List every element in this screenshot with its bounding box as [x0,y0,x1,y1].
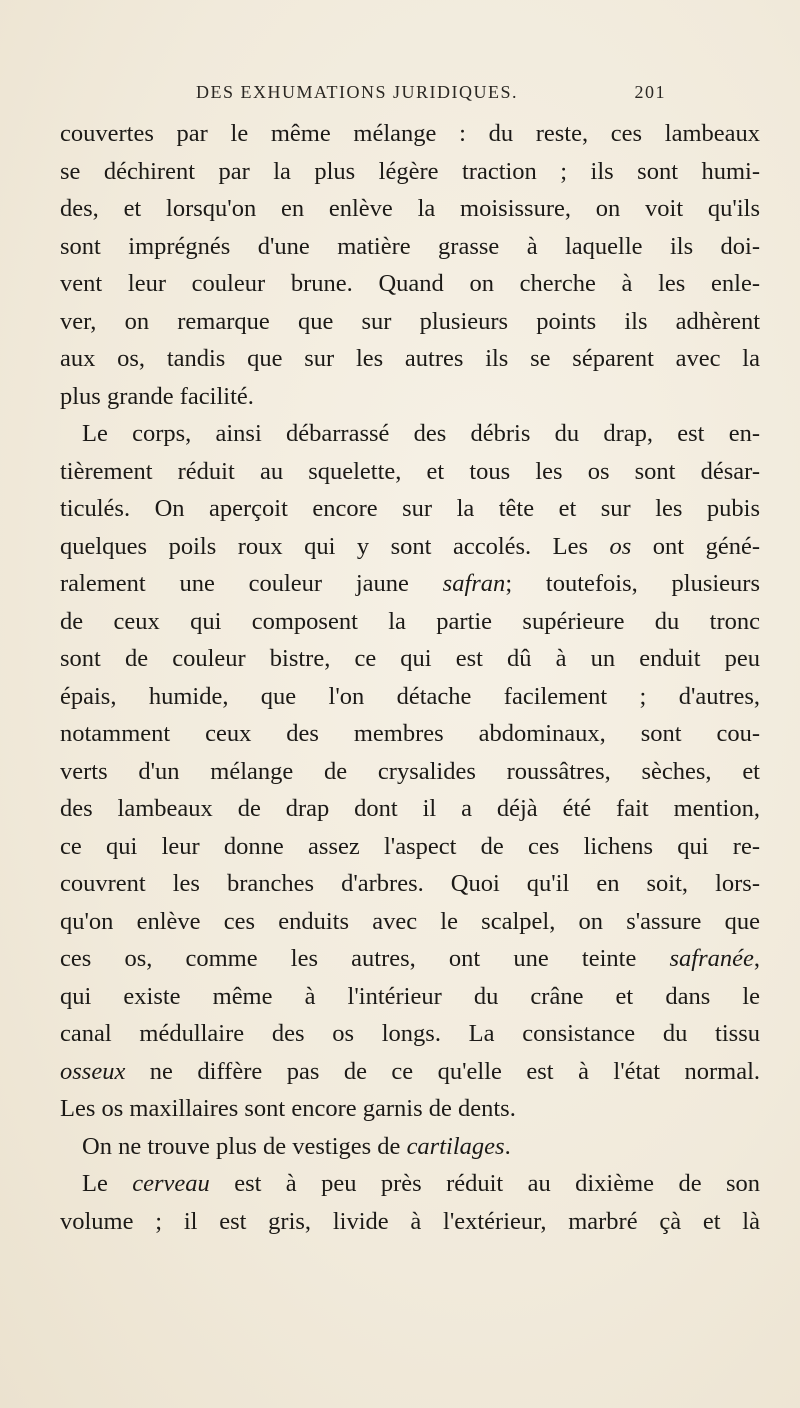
text-segment: qu'on enlève ces enduits avec le scalpel, on s'assure que [60,907,760,935]
text-segment: Le corps, ainsi débarrassé des débris du drap, est en- [82,420,760,447]
text-line [60,153,760,191]
italic-term: osseux [60,1057,126,1085]
text-segment: canal médullaire des os longs. La consistance du tissu [60,1020,760,1047]
text-line [60,640,760,678]
text-line [60,303,760,341]
page-number: 201 [634,82,666,102]
text-line [60,415,760,453]
text-segment: ver, on remarque que sur plusieurs points ils adhèrent [60,307,760,335]
text-line [60,903,760,941]
text-segment: On ne trouve plus de vestiges de [82,1132,407,1160]
text-line [60,603,760,641]
text-segment: , [753,945,760,972]
text-segment: est à peu près réduit au dixième de son [209,1170,760,1197]
text-segment: tièrement réduit au squelette, et tous les os sont désar- [60,457,760,485]
body-text [60,115,760,1240]
text-segment: ont géné- [631,532,760,560]
text-line [60,228,760,266]
text-line [60,753,760,791]
italic-term: safran [442,570,506,597]
text-line [60,378,760,416]
text-line [60,115,760,153]
italic-term: cerveau [132,1170,210,1197]
text-line [60,678,760,716]
running-head-title: DES EXHUMATIONS JURIDIQUES. [196,82,519,102]
text-line [60,1053,760,1091]
text-line [60,828,760,866]
text-segment: quelques poils roux qui y sont accolés. Les [60,532,610,560]
text-line [60,340,760,378]
text-line [60,790,760,828]
text-line [60,1165,760,1203]
text-line [60,865,760,903]
text-line [60,978,760,1016]
text-segment: de ceux qui composent la partie supérieure du tronc [60,607,760,635]
text-line [60,565,760,603]
text-segment: qui existe même à l'intérieur du crâne et dans le [60,982,760,1010]
text-segment: aux os, tandis que sur les autres ils se séparent avec la [60,345,760,372]
text-segment: . [504,1132,511,1160]
text-segment: sont imprégnés d'une matière grasse à laquelle ils doi- [60,232,760,260]
italic-term: safranée [669,945,754,972]
text-line [60,715,760,753]
text-segment: ralement une couleur jaune [60,570,443,597]
text-line [60,265,760,303]
text-segment: verts d'un mélange de crysalides roussâtres, sèches, et [60,757,760,785]
text-segment: Les os maxillaires sont encore garnis de dents. [60,1095,516,1122]
text-segment: sont de couleur bistre, ce qui est dû à un enduit peu [60,645,760,672]
text-segment: couvertes par le même mélange : du reste, ces lambeaux [60,120,760,147]
italic-term: os [609,532,632,560]
text-segment: volume ; il est gris, livide à l'extérieur, marbré çà et là [60,1207,760,1235]
text-line [60,1203,760,1241]
text-line [60,453,760,491]
text-segment: notamment ceux des membres abdominaux, sont cou- [60,720,760,747]
italic-term: cartilages [406,1132,505,1160]
text-segment: vent leur couleur brune. Quand on cherche à les enle- [60,270,760,297]
text-segment: des lambeaux de drap dont il a déjà été fait mention, [60,795,760,822]
text-line [60,1090,760,1128]
text-segment: des, et lorsqu'on en enlève la moisissure, on voit qu'ils [60,195,760,222]
text-segment: épais, humide, que l'on détache facilement ; d'autres, [60,682,760,710]
text-segment: ce qui leur donne assez l'aspect de ces lichens qui re- [60,832,760,860]
text-line [60,190,760,228]
text-line [60,940,760,978]
text-line [60,1015,760,1053]
text-segment: plus grande facilité. [60,382,254,410]
text-segment: ne diffère pas de ce qu'elle est à l'état normal. [125,1057,760,1085]
text-segment: Le [82,1170,133,1197]
text-segment: ces os, comme les autres, ont une teinte [60,945,670,972]
text-line [60,1128,760,1166]
text-segment: couvrent les branches d'arbres. Quoi qu'il en soit, lors- [60,870,760,897]
text-line [60,490,760,528]
text-line [60,528,760,566]
text-segment: se déchirent par la plus légère traction ; ils sont humi- [60,157,760,185]
text-segment: ticulés. On aperçoit encore sur la tête et sur les pubis [60,495,760,522]
text-segment: ; toutefois, plusieurs [505,570,760,597]
